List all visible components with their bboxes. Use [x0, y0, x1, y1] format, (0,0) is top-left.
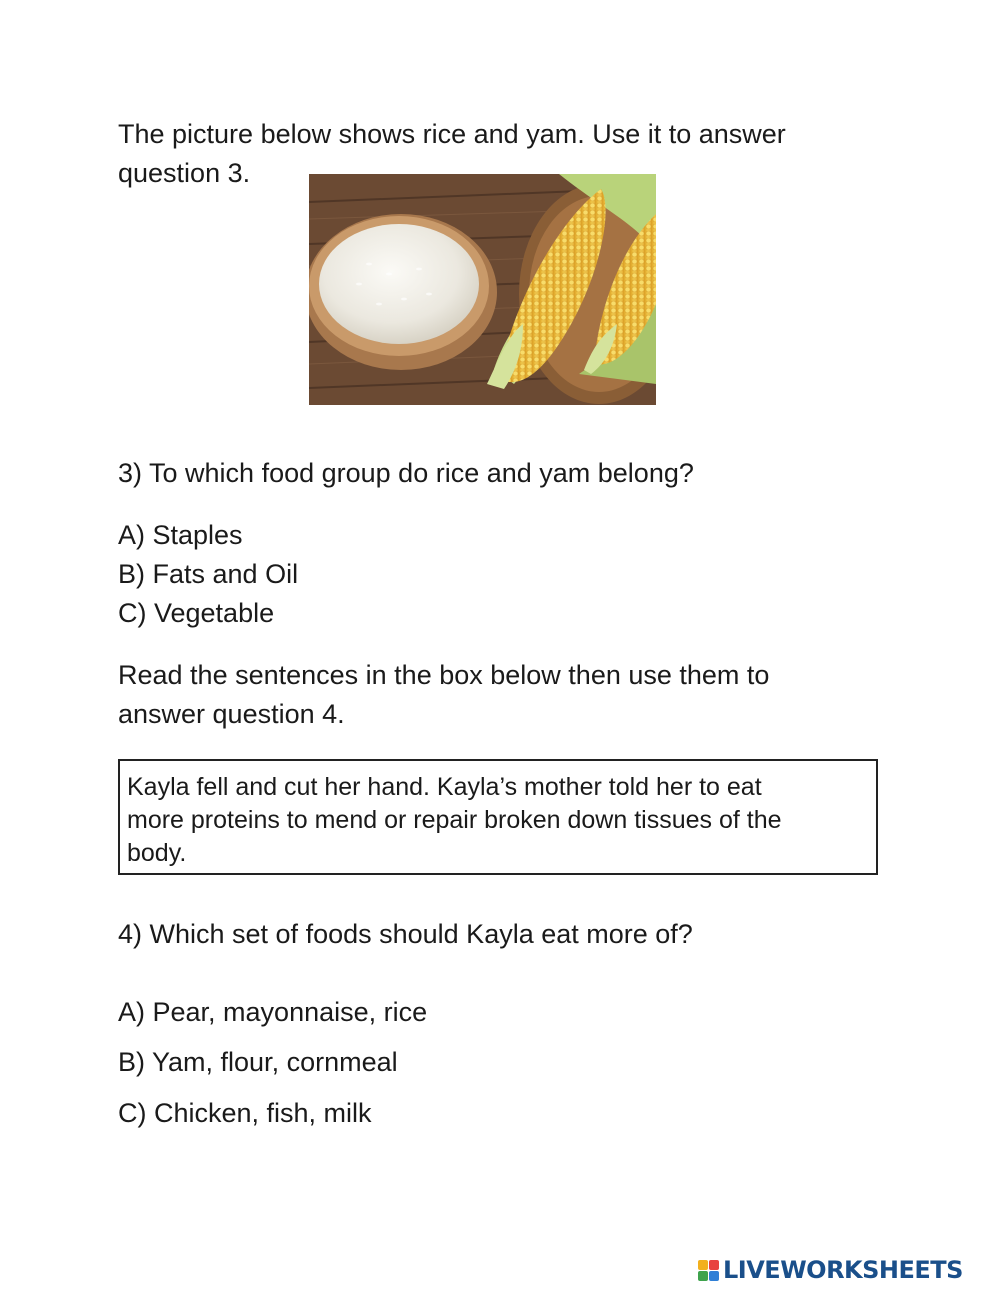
mark-square-icon: [709, 1271, 719, 1281]
intro-line-2: question 3.: [118, 158, 251, 188]
passage-line-1: Kayla fell and cut her hand. Kayla’s mother told her to eat: [127, 773, 762, 801]
passage-line-3: body.: [127, 839, 187, 867]
rice-and-corn-photo: [309, 174, 656, 405]
mark-square-icon: [698, 1260, 708, 1270]
question-3-option-c[interactable]: C) Vegetable: [118, 598, 275, 628]
question-4-prompt: 4) Which set of foods should Kayla eat more of?: [118, 919, 693, 949]
liveworksheets-logo[interactable]: [697, 1254, 963, 1286]
passage-line-2: more proteins to mend or repair broken down tissues of the: [127, 806, 782, 834]
question-3-option-a[interactable]: A) Staples: [118, 520, 243, 550]
mark-square-icon: [698, 1271, 708, 1281]
question-3-prompt: 3) To which food group do rice and yam belong?: [118, 458, 694, 488]
instruction-4-line-2: answer question 4.: [118, 699, 345, 729]
liveworksheets-mark-icon: [697, 1259, 719, 1281]
passage-box: [118, 759, 878, 875]
question-4-option-c[interactable]: C) Chicken, fish, milk: [118, 1098, 372, 1128]
mark-square-icon: [709, 1260, 719, 1270]
question-4-option-b[interactable]: B) Yam, flour, cornmeal: [118, 1047, 398, 1077]
question-4-option-a[interactable]: A) Pear, mayonnaise, rice: [118, 997, 428, 1027]
intro-line-1: The picture below shows rice and yam. Use it to answer: [118, 119, 786, 149]
question-3-option-b[interactable]: B) Fats and Oil: [118, 559, 299, 589]
instruction-4-line-1: Read the sentences in the box below then use them to: [118, 660, 770, 690]
liveworksheets-wordmark: LIVEWORKSHEETS: [723, 1256, 963, 1284]
